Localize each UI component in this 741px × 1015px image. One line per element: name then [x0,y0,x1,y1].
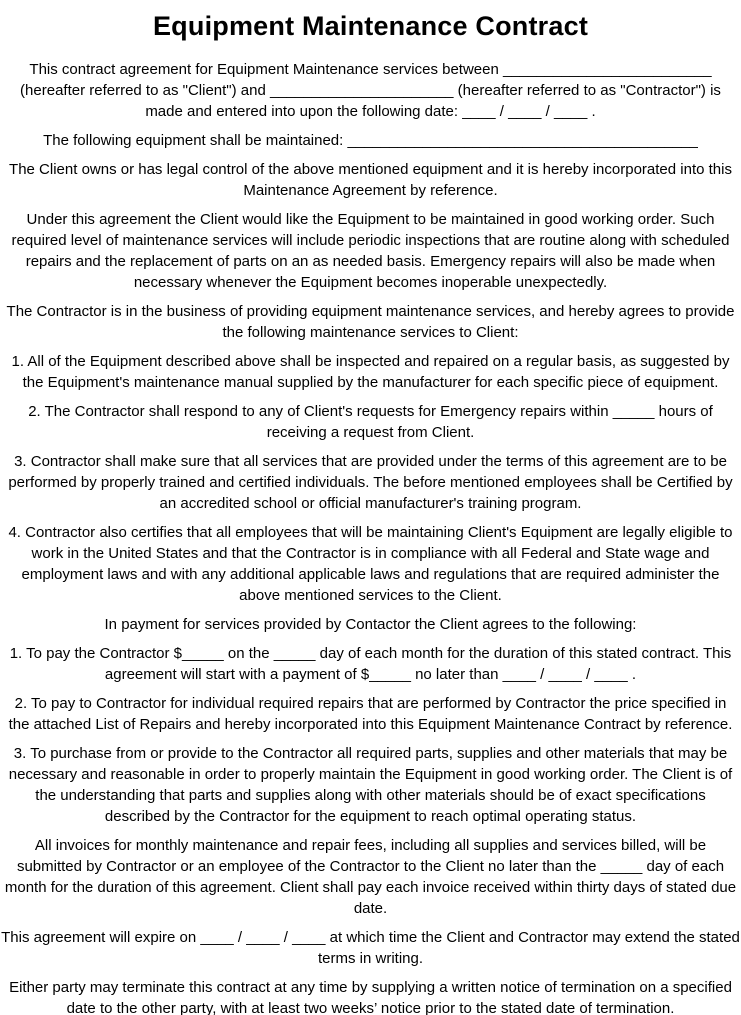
paragraph-services-intro [0,301,741,343]
list-item-service-4 [0,522,741,606]
service-4-line-2: work in the United States and that the Contractor is in compliance with all Federal and State wage and [31,545,710,562]
termination-line-2: date to the other party, with at least two weeks’ notice prior to the stated date of termination. [66,1000,675,1015]
service-2-line-1: 2. The Contractor shall respond to any of Client's requests for Emergency repairs within _____ hours of [28,403,713,420]
scope-line-2: required level of maintenance services will include periodic inspections that are routine along with scheduled [11,232,730,249]
payment-1-line-1: 1. To pay the Contractor $_____ on the _____ day of each month for the duration of this stated contract. This [9,645,732,662]
expiration-line-2: terms in writing. [317,950,424,967]
service-3-line-3: an accredited school or official manufacturer's training program. [159,495,582,512]
paragraph-ownership [0,159,741,201]
payment-3-line-3: the understanding that parts and supplies along with other materials should be of exact specifications [35,787,706,804]
payment-3-line-1: 3. To purchase from or provide to the Contractor all required parts, supplies and other materials that may be [13,745,728,762]
payment-intro-line-1: In payment for services provided by Contactor the Client agrees to the following: [104,616,637,633]
service-2-line-2: receiving a request from Client. [266,424,475,441]
expiration-line-1: This agreement will expire on ____ / ____ / ____ at which time the Client and Contractor may extend the stated [1,929,740,946]
services-intro-line-2: the following maintenance services to Client: [222,324,519,341]
scope-line-4: necessary whenever the Equipment becomes inoperable unexpectedly. [133,274,608,291]
intro-line-1: This contract agreement for Equipment Maintenance services between _________________________ [29,61,712,78]
scope-line-3: repairs and the replacement of parts on an as needed basis. Emergency repairs will also be made when [25,253,716,270]
list-item-payment-3 [0,743,741,827]
service-4-line-4: above mentioned services to the Client. [239,587,502,604]
paragraph-equipment [0,130,741,151]
payment-2-line-2: the attached List of Repairs and hereby incorporated into this Equipment Maintenance Contract by reference. [8,716,733,733]
intro-line-3: made and entered into upon the following date: ____ / ____ / ____ . [145,103,596,120]
scope-line-1: Under this agreement the Client would like the Equipment to be maintained in good working order. Such [26,211,715,228]
service-4-line-3: employment laws and with any additional applicable laws and regulations that are required administer the [21,566,720,583]
service-3-line-2: performed by properly trained and certified individuals. The before mentioned employees shall be Certified by [8,474,733,491]
invoices-line-2: submitted by Contractor or an employee of the Contractor to the Client no later than the _____ day of each [16,858,725,875]
invoices-line-1: All invoices for monthly maintenance and repair fees, including all supplies and services billed, will be [34,837,707,854]
service-1-line-2: the Equipment's maintenance manual supplied by the manufacturer for each specific piece of equipment. [22,374,719,391]
list-item-payment-1 [0,643,741,685]
paragraph-termination [0,977,741,1015]
ownership-line-2: Maintenance Agreement by reference. [243,182,498,199]
intro-line-2: (hereafter referred to as "Client") and ______________________ (hereafter referred to as "Contractor") is [20,82,721,99]
paragraph-expiration [0,927,741,969]
list-item-service-2 [0,401,741,443]
paragraph-maintenance-scope [0,209,741,293]
payment-2-line-1: 2. To pay to Contractor for individual required repairs that are performed by Contractor the price specified in [14,695,727,712]
equipment-line-1: The following equipment shall be maintained: __________________________________________ [43,132,698,149]
services-intro-line-1: The Contractor is in the business of providing equipment maintenance services, and hereby agrees to provide [6,303,735,320]
service-1-line-1: 1. All of the Equipment described above shall be inspected and repaired on a regular basis, as suggested by [11,353,730,370]
termination-line-1: Either party may terminate this contract at any time by supplying a written notice of termination on a specified [9,979,732,996]
paragraph-invoices [0,835,741,919]
payment-1-line-2: agreement will start with a payment of $_____ no later than ____ / ____ / ____ . [104,666,637,683]
paragraph-intro [0,59,741,122]
list-item-payment-2 [0,693,741,735]
invoices-line-4: date. [353,900,388,917]
document-title: Equipment Maintenance Contract [152,11,589,41]
service-3-line-1: 3. Contractor shall make sure that all services that are provided under the terms of this agreement are to be [14,453,727,470]
payment-3-line-4: described by the Contractor for the equipment to reach optimal operating status. [104,808,637,825]
list-item-service-3 [0,451,741,514]
ownership-line-1: The Client owns or has legal control of the above mentioned equipment and it is hereby incorporated into this [9,161,732,178]
paragraph-payment-intro [0,614,741,635]
service-4-line-1: 4. Contractor also certifies that all employees that will be maintaining Client's Equipment are legally eligible to [8,524,733,541]
payment-3-line-2: necessary and reasonable in order to properly maintain the Equipment in good working order. The Client is of [8,766,733,783]
invoices-line-3: month for the duration of this agreement. Client shall pay each invoice received within thirty days of stated due [4,879,737,896]
list-item-service-1 [0,351,741,393]
